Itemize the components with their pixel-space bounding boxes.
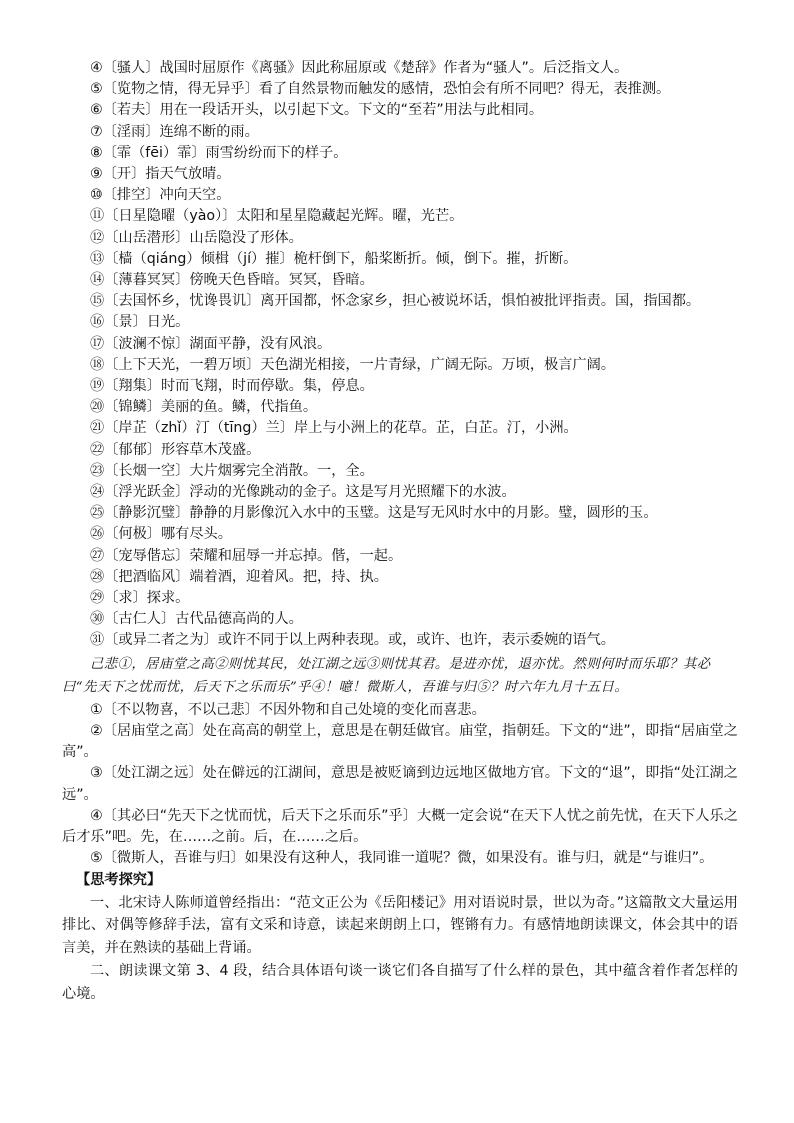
- note-17: ⑰〔波澜不惊〕湖面平静，没有风浪。: [90, 335, 332, 352]
- note-26: ㉖〔何极〕哪有尽头。: [90, 526, 232, 543]
- note-28: ㉘〔把酒临风〕端着酒，迎着风。把，持、执。: [90, 568, 388, 585]
- note2-5: ⑤〔微斯人，吾谁与归〕如果没有这种人，我同谁一道呢？微，如果没有。谁与归，就是“与谁归”。: [90, 850, 714, 867]
- note-19: ⑲〔翔集〕时而飞翔，时而停歇。集，停息。: [90, 378, 374, 395]
- note-23: ㉓〔长烟一空〕大片烟雾完全消散。一，全。: [90, 462, 374, 479]
- note-8: ⑧〔霏（fēi）霏〕雨雪纷纷而下的样子。: [90, 144, 348, 161]
- question-1: 一、北宋诗人陈师道曾经指出：“范文正公为《岳阳楼记》用对语说时景，世以为奇。”这篇散文大量运用排比、对偶等修辞手法，富有文采和诗意，读起来朗朗上口，铿锵有力。有感情地朗读课文，体会其中的语言美，并在熟读的基础上背诵。: [62, 894, 738, 956]
- note-12: ⑫〔山岳潜形〕山岳隐没了形体。: [90, 229, 303, 246]
- note-30: ㉚〔古仁人〕古代品德高尚的人。: [90, 611, 303, 628]
- question-2: 二、朗读课文第 3、4 段，结合具体语句谈一谈它们各自描写了什么样的景色，其中蕴含着作者怎样的心境。: [62, 963, 738, 1002]
- note-18: ⑱〔上下天光，一碧万顷〕天色湖光相接，一片青绿，广阔无际。万顷，极言广阔。: [90, 356, 615, 373]
- note-6: ⑥〔若夫〕用在一段话开头，以引起下文。下文的“至若”用法与此相同。: [90, 102, 544, 119]
- note-15: ⑮〔去国怀乡，忧谗畏讥〕离开国都，怀念家乡，担心被说坏话，惧怕被批评指责。国，指国都。: [90, 293, 701, 310]
- note-29: ㉙〔求〕探求。: [90, 590, 190, 607]
- note-21: ㉑〔岸芷（zhǐ）汀（tīng）兰〕岸上与小洲上的花草。芷，白芷。汀，小洲。: [90, 420, 578, 437]
- note-5: ⑤〔览物之情，得无异乎〕看了自然景物而触发的感情，恐怕会有所不同吧？得无，表推测。: [90, 81, 671, 98]
- note-11: ⑪〔日星隐曜（yào）〕太阳和星星隐藏起光辉。曜，光芒。: [90, 208, 464, 225]
- note-24: ㉔〔浮光跃金〕浮动的光像跳动的金子。这是写月光照耀下的水波。: [90, 484, 516, 501]
- note-31: ㉛〔或异二者之为〕或许不同于以上两种表现。或，或许、也许，表示委婉的语气。: [90, 632, 615, 649]
- note2-3: ③〔处江湖之远〕处在僻远的江湖间，意思是被贬谪到边远地区做地方官。下文的“退”，即指“处江湖之远”。: [62, 765, 738, 803]
- note-4: ④〔骚人〕战国时屈原作《离骚》因此称屈原或《楚辞》作者为“骚人”。后泛指文人。: [90, 60, 629, 76]
- note-7: ⑦〔淫雨〕连绵不断的雨。: [90, 123, 259, 140]
- note-14: ⑭〔薄暮冥冥〕傍晚天色昏暗。冥冥，昏暗。: [90, 272, 374, 289]
- note-16: ⑯〔景〕日光。: [90, 314, 190, 331]
- note-10: ⑩〔排空〕冲向天空。: [90, 187, 231, 204]
- note-27: ㉗〔宠辱偕忘〕荣耀和屈辱一并忘掉。偕，一起。: [90, 547, 403, 564]
- note-13: ⑬〔樯（qiáng）倾楫（jí）摧〕桅杆倒下，船桨断折。倾，倒下。摧，折断。: [90, 250, 578, 267]
- note2-1: ①〔不以物喜，不以己悲〕不因外物和自己处境的变化而喜悲。: [90, 701, 486, 718]
- note2-4: ④〔其必曰“先天下之忧而忧，后天下之乐而乐”乎〕大概一定会说“在天下人忧之前先忧，在天下人乐之后才乐”吧。先，在……之前。后，在……之后。: [62, 807, 738, 845]
- note-9: ⑨〔开〕指天气放晴。: [90, 166, 231, 183]
- note2-2: ②〔居庙堂之高〕处在高高的朝堂上，意思是在朝廷做官。庙堂，指朝廷。下文的“进”，即指“居庙堂之高”。: [62, 722, 738, 761]
- original-text-excerpt: 己悲①，居庙堂之高②则忧其民，处江湖之远③则忧其君。是进亦忧，退亦忧。然则何时而乐耶？其必曰“先天下之忧而忧，后天下之乐而乐”乎④！噫！微斯人，吾谁与归⑤？时六年九月十五日。: [62, 656, 711, 695]
- note-20: ⑳〔锦鳞〕美丽的鱼。鳞，代指鱼。: [90, 399, 318, 416]
- section-title: 【思考探究】: [76, 872, 162, 889]
- note-22: ㉒〔郁郁〕形容草木茂盛。: [90, 441, 261, 458]
- document-page: [62, 58, 738, 1006]
- note-25: ㉕〔静影沉璧〕静静的月影像沉入水中的玉璧。这是写无风时水中的月影。璧，圆形的玉。: [90, 505, 658, 522]
